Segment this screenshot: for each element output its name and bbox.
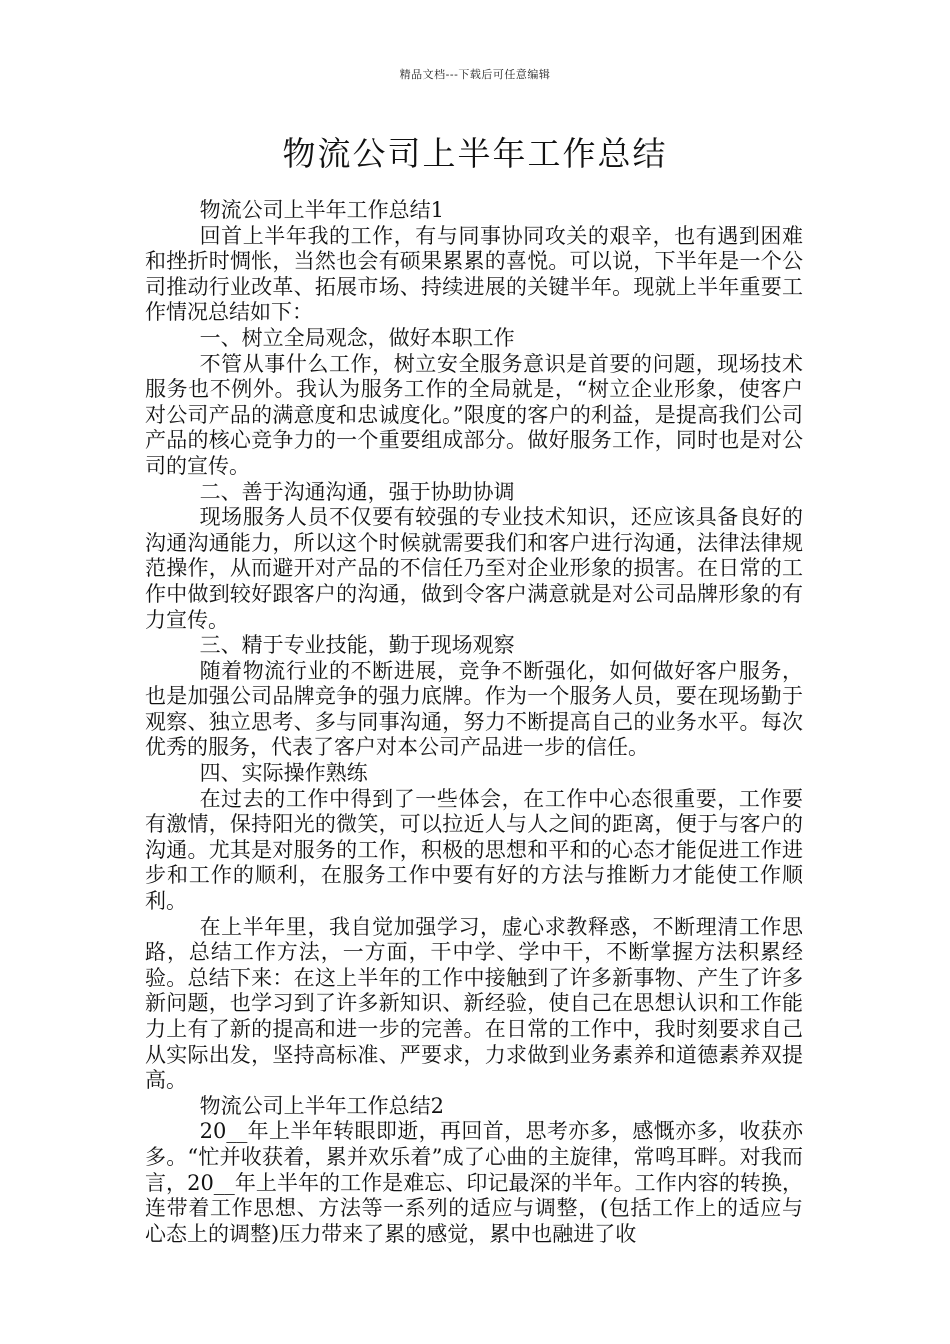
paragraph: 回首上半年我的工作，有与同事协同攻关的艰辛，也有遇到困难和挫折时惆怅，当然也会有硕果累累的喜悦。可以说，下半年是一个公司推动行业改革、拓展市场、持续进展的关键半年。现就上半年重要工作情况总结如下： <box>145 223 803 325</box>
section-heading: 一、树立全局观念，做好本职工作 <box>199 325 515 350</box>
section-heading: 四、实际操作熟练 <box>199 761 368 786</box>
document-body <box>145 198 803 1247</box>
paragraph: 20__年上半年转眼即逝，再回首，思考亦多，感慨亦多，收获亦多。“忙并收获着，累并欢乐着”成了心曲的主旋律，常鸣耳畔。对我而言，20__年上半年的工作是难忘、印记最深的半年。工作内容的转换，连带着工作思想、方法等一系列的适应与调整，(包括工作上的适应与心态上的调整)压力带来了累的感觉，累中也融进了收 <box>145 1119 803 1246</box>
paragraph: 在过去的工作中得到了一些体会，在工作中心态很重要，工作要有激情，保持阳光的微笑，可以拉近人与人之间的距离，便于与客户的沟通。尤其是对服务的工作，积极的思想和平和的心态才能促进工作进步和工作的顺利，在服务工作中要有好的方法与推断力才能使工作顺利。 <box>145 786 803 914</box>
paragraph: 随着物流行业的不断进展，竞争不断强化，如何做好客户服务，也是加强公司品牌竞争的强力底牌。作为一个服务人员，要在现场勤于观察、独立思考、多与同事沟通，努力不断提高自己的业务水平。每次优秀的服务，代表了客户对本公司产品进一步的信任。 <box>145 658 803 760</box>
paragraph: 现场服务人员不仅要有较强的专业技术知识，还应该具备良好的沟通沟通能力，所以这个时候就需要我们和客户进行沟通，法律法律规范操作，从而避开对产品的不信任乃至对企业形象的损害。在日常的工作中做到较好跟客户的沟通，做到令客户满意就是对公司品牌形象的有力宣传。 <box>145 505 803 632</box>
document-title: 物流公司上半年工作总结 <box>282 134 668 173</box>
header-note: 精品文档---下载后可任意编辑 <box>399 68 551 81</box>
section-heading: 三、精于专业技能，勤于现场观察 <box>199 633 515 658</box>
paragraph: 不管从事什么工作，树立安全服务意识是首要的问题，现场技术服务也不例外。我认为服务工作的全局就是，“树立企业形象，使客户对公司产品的满意度和忠诚度化。”限度的客户的利益，是提高我们公司产品的核心竞争力的一个重要组成部分。做好服务工作，同时也是对公司的宣传。 <box>145 351 803 478</box>
section-heading: 物流公司上半年工作总结1 <box>199 198 444 222</box>
section-heading: 二、善于沟通沟通，强于协助协调 <box>199 479 515 504</box>
paragraph: 在上半年里，我自觉加强学习，虚心求教释惑，不断理清工作思路，总结工作方法，一方面，干中学、学中干，不断掌握方法积累经验。总结下来：在这上半年的工作中接触到了许多新事物、产生了许多新问题，也学习到了许多新知识、新经验，使自己在思想认识和工作能力上有了新的提高和进一步的完善。在日常的工作中，我时刻要求自己从实际出发，坚持高标准、严要求，力求做到业务素养和道德素养双提高。 <box>145 914 803 1093</box>
section-heading: 物流公司上半年工作总结2 <box>199 1093 444 1118</box>
